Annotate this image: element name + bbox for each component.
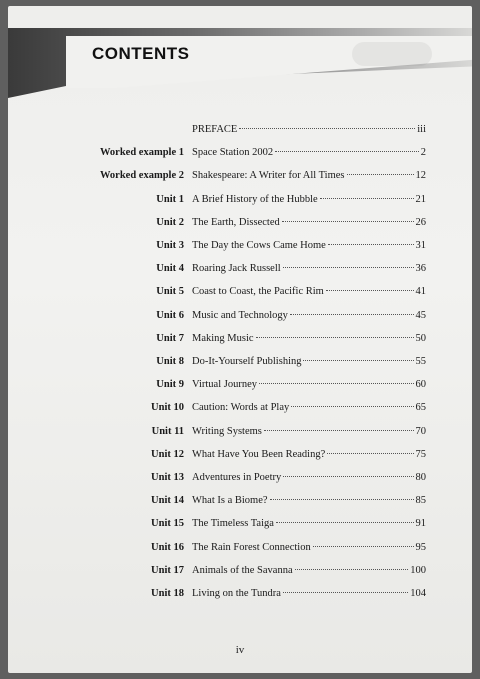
toc-row-page: 100 [410, 564, 426, 576]
toc-row[interactable] [8, 424, 472, 440]
toc-row-page: iii [417, 124, 426, 135]
toc-row[interactable] [8, 586, 472, 602]
dot-leader [283, 476, 413, 477]
toc-row-label: Unit 17 [151, 564, 184, 576]
toc-row-title: The Rain Forest Connection [192, 541, 311, 553]
toc-row-label: Unit 13 [151, 472, 184, 483]
dot-leader [275, 151, 419, 152]
toc-row-page: 85 [415, 495, 426, 507]
toc-row-page: 41 [415, 286, 426, 298]
dot-leader [276, 522, 414, 523]
toc-row-page: 65 [415, 402, 426, 414]
toc-row-title: Virtual Journey [192, 379, 257, 391]
toc-row-label: Unit 11 [151, 425, 184, 437]
toc-row-page: 55 [415, 356, 426, 367]
contents-heading: CONTENTS [92, 44, 190, 63]
toc-row-label: Unit 18 [151, 588, 184, 599]
toc-row[interactable] [8, 377, 472, 393]
dot-leader [259, 383, 414, 384]
toc-row[interactable] [8, 168, 472, 184]
toc-row-page: 95 [415, 541, 426, 553]
dot-leader [256, 337, 414, 338]
toc-row-label: Unit 12 [151, 448, 184, 460]
toc-row[interactable] [8, 493, 472, 509]
toc-row-label: Unit 15 [151, 518, 184, 530]
toc-row-page: 91 [415, 518, 426, 530]
dot-leader [320, 198, 414, 199]
toc-row-title: What Have You Been Reading? [192, 448, 326, 460]
toc-row[interactable] [8, 215, 472, 231]
toc-row-title: What Is a Biome? [192, 495, 268, 507]
dot-leader [327, 453, 413, 454]
toc-row[interactable] [8, 540, 472, 556]
dot-leader [239, 128, 415, 129]
toc-row-label: Unit 10 [151, 402, 184, 414]
dot-leader [264, 430, 414, 431]
toc-row-title: A Brief History of the Hubble [192, 193, 318, 205]
toc-row-label: Unit 9 [156, 379, 184, 391]
toc-row-title: Space Station 2002 [192, 147, 274, 159]
toc-row-page: 80 [415, 472, 426, 483]
toc-row-page: 2 [420, 147, 426, 159]
page-number: iv [235, 644, 245, 656]
toc-row[interactable] [8, 192, 472, 208]
toc-row-title: Writing Systems [192, 425, 262, 437]
toc-row-page: 26 [415, 216, 426, 228]
toc-row-page: 70 [415, 425, 426, 437]
dot-leader [326, 290, 414, 291]
toc-row-title: Coast to Coast, the Pacific Rim [192, 286, 324, 298]
toc-row-page: 75 [415, 448, 426, 460]
dot-leader [295, 569, 409, 570]
header-band [8, 28, 472, 98]
toc-row-title: Animals of the Savanna [192, 564, 293, 576]
bleed-through-tab [352, 42, 432, 66]
toc-row[interactable] [8, 447, 472, 463]
toc-row-page: 104 [410, 588, 426, 599]
toc-row[interactable] [8, 563, 472, 579]
toc-row[interactable] [8, 354, 472, 370]
toc-row-title: Adventures in Poetry [192, 472, 282, 483]
toc-row-title: The Timeless Taiga [192, 518, 274, 530]
dot-leader [291, 406, 413, 407]
toc-row-label: Unit 2 [156, 216, 184, 228]
toc-row-page: 60 [415, 379, 426, 391]
dot-leader [313, 546, 414, 547]
toc-row-title: Roaring Jack Russell [192, 263, 281, 275]
toc-row-label: Unit 7 [156, 332, 184, 344]
toc-row-page: 21 [415, 193, 426, 205]
toc-row-label: Unit 6 [156, 309, 184, 321]
toc-row[interactable] [8, 145, 472, 161]
toc-row-page: 45 [415, 309, 426, 321]
toc-row[interactable] [8, 261, 472, 277]
toc-row-title: Music and Technology [192, 309, 288, 321]
book-page [8, 6, 472, 673]
toc-row-label: Unit 3 [156, 240, 184, 251]
toc-row-page: 31 [415, 240, 426, 251]
toc-row-page: 50 [415, 332, 426, 344]
dot-leader [282, 221, 414, 222]
toc-row[interactable] [8, 331, 472, 347]
toc-row-title: Making Music [192, 332, 254, 344]
dot-leader [290, 314, 414, 315]
toc-row-label: Worked example 1 [100, 147, 184, 159]
toc-row-page: 12 [415, 170, 426, 182]
toc-row-title: PREFACE [192, 124, 238, 135]
toc-row-title: Shakespeare: A Writer for All Times [192, 170, 345, 182]
toc-row-title: Living on the Tundra [192, 588, 281, 599]
dot-leader [283, 267, 414, 268]
toc-row-label: Unit 14 [151, 495, 184, 507]
toc-row[interactable] [8, 400, 472, 416]
toc-row-title: Do-It-Yourself Publishing [192, 356, 302, 367]
dot-leader [303, 360, 413, 361]
toc-row-label: Unit 5 [156, 286, 184, 298]
dot-leader [283, 592, 408, 593]
toc-row-label: Unit 8 [156, 356, 184, 367]
toc-row[interactable] [8, 470, 472, 486]
toc-row[interactable] [8, 308, 472, 324]
dot-leader [328, 244, 414, 245]
toc-row-label: Unit 16 [151, 541, 184, 553]
dot-leader [347, 174, 414, 175]
toc-row-title: The Earth, Dissected [192, 216, 280, 228]
toc-row[interactable] [8, 238, 472, 254]
toc-row-title: Caution: Words at Play [192, 402, 290, 414]
dot-leader [270, 499, 414, 500]
toc-row-title: The Day the Cows Came Home [192, 240, 326, 251]
toc-row-label: Unit 4 [156, 263, 184, 275]
toc-row[interactable] [8, 122, 472, 138]
toc-row[interactable] [8, 284, 472, 300]
toc-row-page: 36 [415, 263, 426, 275]
toc-row-label: Worked example 2 [100, 170, 184, 182]
toc-row[interactable] [8, 516, 472, 532]
toc-row-label: Unit 1 [156, 193, 184, 205]
